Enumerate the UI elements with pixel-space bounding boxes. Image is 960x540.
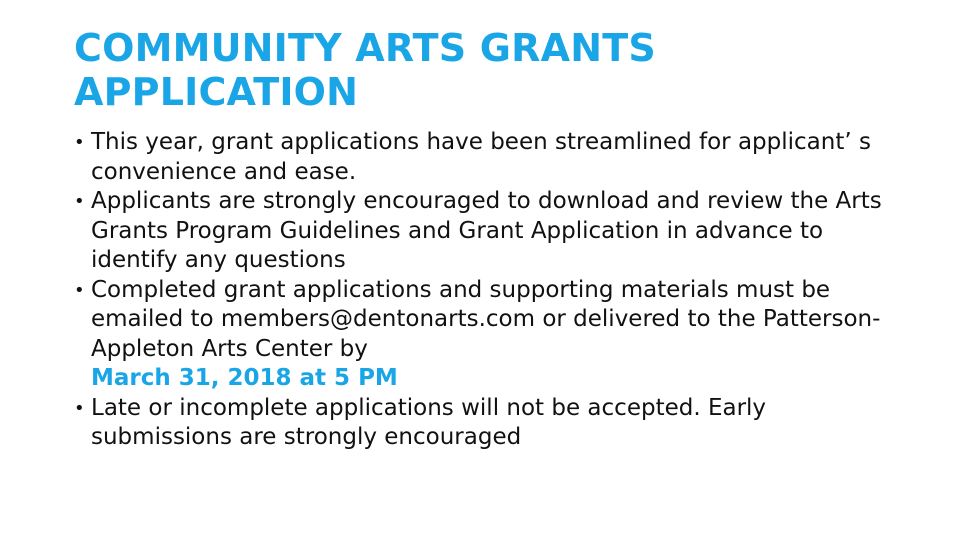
bullet-dot-icon: • — [74, 132, 85, 153]
bullet-item-streamlined — [74, 128, 904, 187]
bullet-dot-icon: • — [74, 397, 85, 419]
bullet-text: This year, grant applications have been streamlined for applicant’ s convenience and ease. — [91, 129, 871, 185]
slide-title — [74, 26, 914, 114]
bullet-item-submission — [74, 276, 904, 394]
bullet-item-late-applications — [74, 394, 904, 453]
bullet-text: Late or incomplete applications will not be accepted. Early submissions are strongly encouraged — [91, 394, 767, 450]
bullet-dot-icon: • — [74, 279, 85, 301]
deadline-highlight: March 31, 2018 at 5 PM — [91, 365, 398, 391]
bullet-item-guidelines — [74, 187, 904, 276]
bullet-list — [74, 128, 904, 453]
slide-title-line-1: COMMUNITY ARTS GRANTS — [74, 26, 656, 70]
bullet-text: Applicants are strongly encouraged to download and review the Arts Grants Program Guidelines and Grant Application in advance to identify any questions — [91, 188, 882, 273]
bullet-dot-icon: • — [74, 191, 85, 212]
bullet-text: Completed grant applications and supporting materials must be emailed to members@dentonarts.com or delivered to the Patterson-Appleton Arts Center by — [91, 276, 881, 362]
slide-title-line-2: APPLICATION — [74, 70, 359, 114]
